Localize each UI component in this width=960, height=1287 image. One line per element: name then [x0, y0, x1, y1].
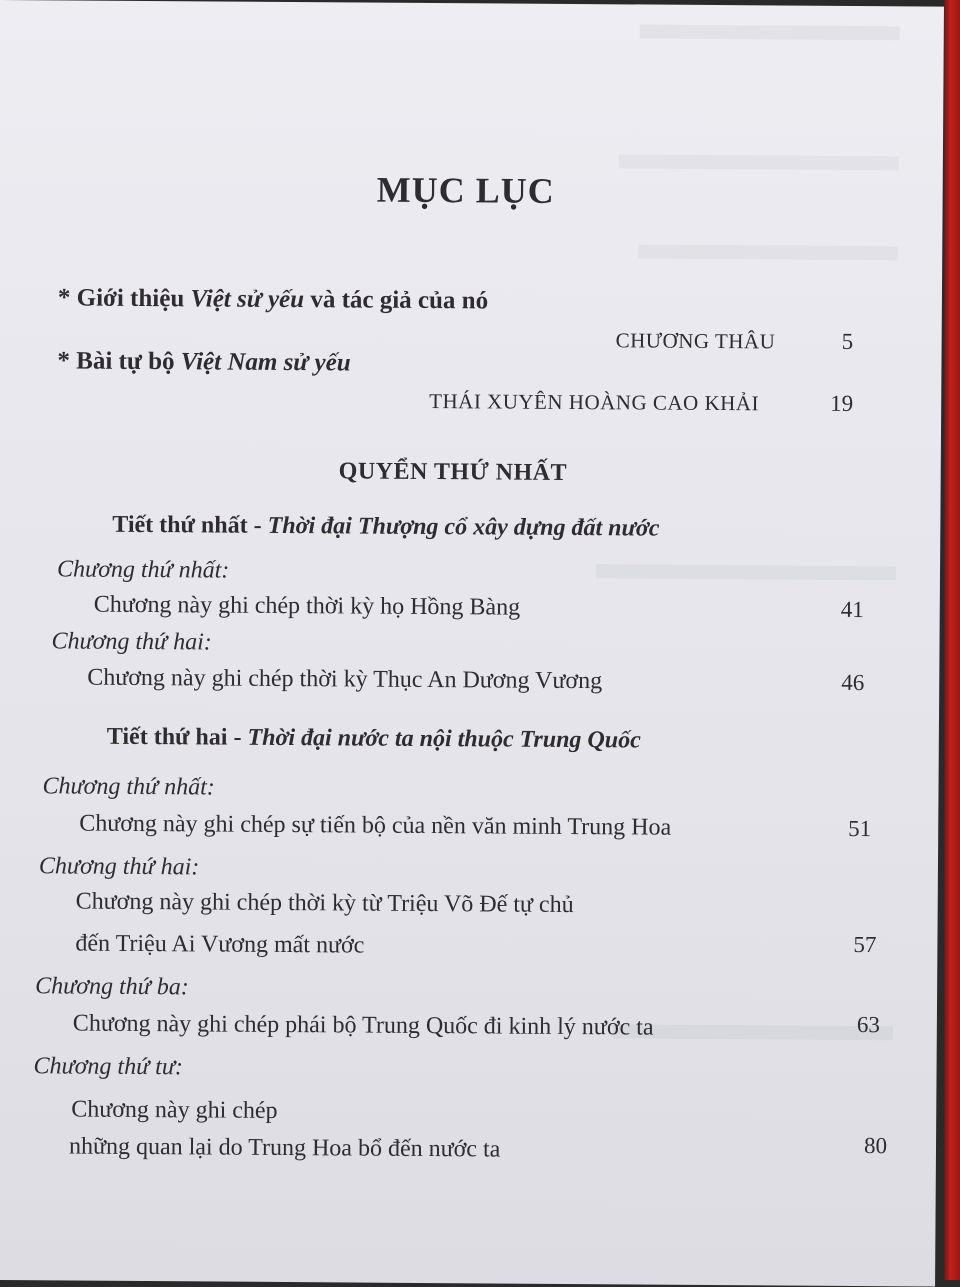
chapter-heading: Chương thứ ba:	[35, 973, 189, 1001]
chapter-page: 51	[848, 816, 871, 842]
chapter-line: Chương này ghi chép phái bộ Trung Quốc đi kinh lý nước ta	[73, 1011, 654, 1042]
chapter-line: Chương này ghi chép thời kỳ từ Triệu Võ Đế tự chủ	[76, 889, 574, 919]
page-title: MỤC LỤC	[377, 169, 555, 212]
chapter-line: Chương này ghi chép sự tiến bộ của nền văn minh Trung Hoa	[79, 811, 671, 842]
chapter-heading: Chương thứ hai:	[39, 853, 200, 881]
chapter-heading: Chương thứ nhất:	[42, 773, 215, 801]
intro-entry-1-page: 5	[842, 329, 854, 355]
section-1-title: Thời đại Thượng cổ xây dựng đất nước	[268, 513, 660, 542]
section-2-heading	[107, 724, 641, 755]
volume-heading: QUYỂN THỨ NHẤT	[339, 458, 568, 487]
intro-entry-2	[57, 347, 350, 377]
intro-entry-1-suffix: và tác giả của nó	[304, 286, 488, 314]
intro-entry-1-prefix: * Giới thiệu	[58, 284, 191, 312]
chapter-page: 80	[864, 1133, 887, 1159]
intro-entry-2-prefix: * Bài tự bộ	[57, 347, 181, 375]
book-cover-edge	[944, 0, 960, 1280]
chapter-line: Chương này ghi chép	[71, 1097, 278, 1125]
chapter-page: 46	[841, 670, 864, 696]
chapter-line: đến Triệu Ai Vương mất nước	[75, 931, 364, 960]
chapter-line: những quan lại do Trung Hoa bổ đến nước ta	[69, 1134, 501, 1164]
chapter-line: Chương này ghi chép thời kỳ họ Hồng Bàng	[94, 592, 521, 622]
chapter-heading: Chương thứ tư:	[33, 1053, 183, 1081]
intro-entry-1-italic: Việt sử yếu	[190, 285, 304, 313]
chapter-page: 41	[841, 597, 864, 623]
chapter-page: 57	[853, 932, 876, 958]
intro-entry-2-author: THÁI XUYÊN HOÀNG CAO KHẢI	[429, 389, 759, 416]
section-1-heading	[112, 512, 659, 543]
section-1-label: Tiết thứ nhất -	[112, 512, 267, 539]
chapter-line: Chương này ghi chép thời kỳ Thục An Dương Vương	[87, 665, 602, 696]
section-2-title: Thời đại nước ta nội thuộc Trung Quốc	[247, 725, 641, 754]
chapter-heading: Chương thứ hai:	[51, 628, 212, 656]
section-2-label: Tiết thứ hai -	[107, 724, 248, 751]
intro-entry-2-italic: Việt Nam sử yếu	[181, 348, 351, 376]
intro-entry-1	[58, 284, 488, 315]
intro-entry-1-author: CHƯƠNG THÂU	[616, 328, 776, 354]
chapter-heading: Chương thứ nhất:	[57, 556, 230, 584]
chapter-page: 63	[857, 1012, 880, 1038]
intro-entry-2-page: 19	[830, 391, 853, 417]
